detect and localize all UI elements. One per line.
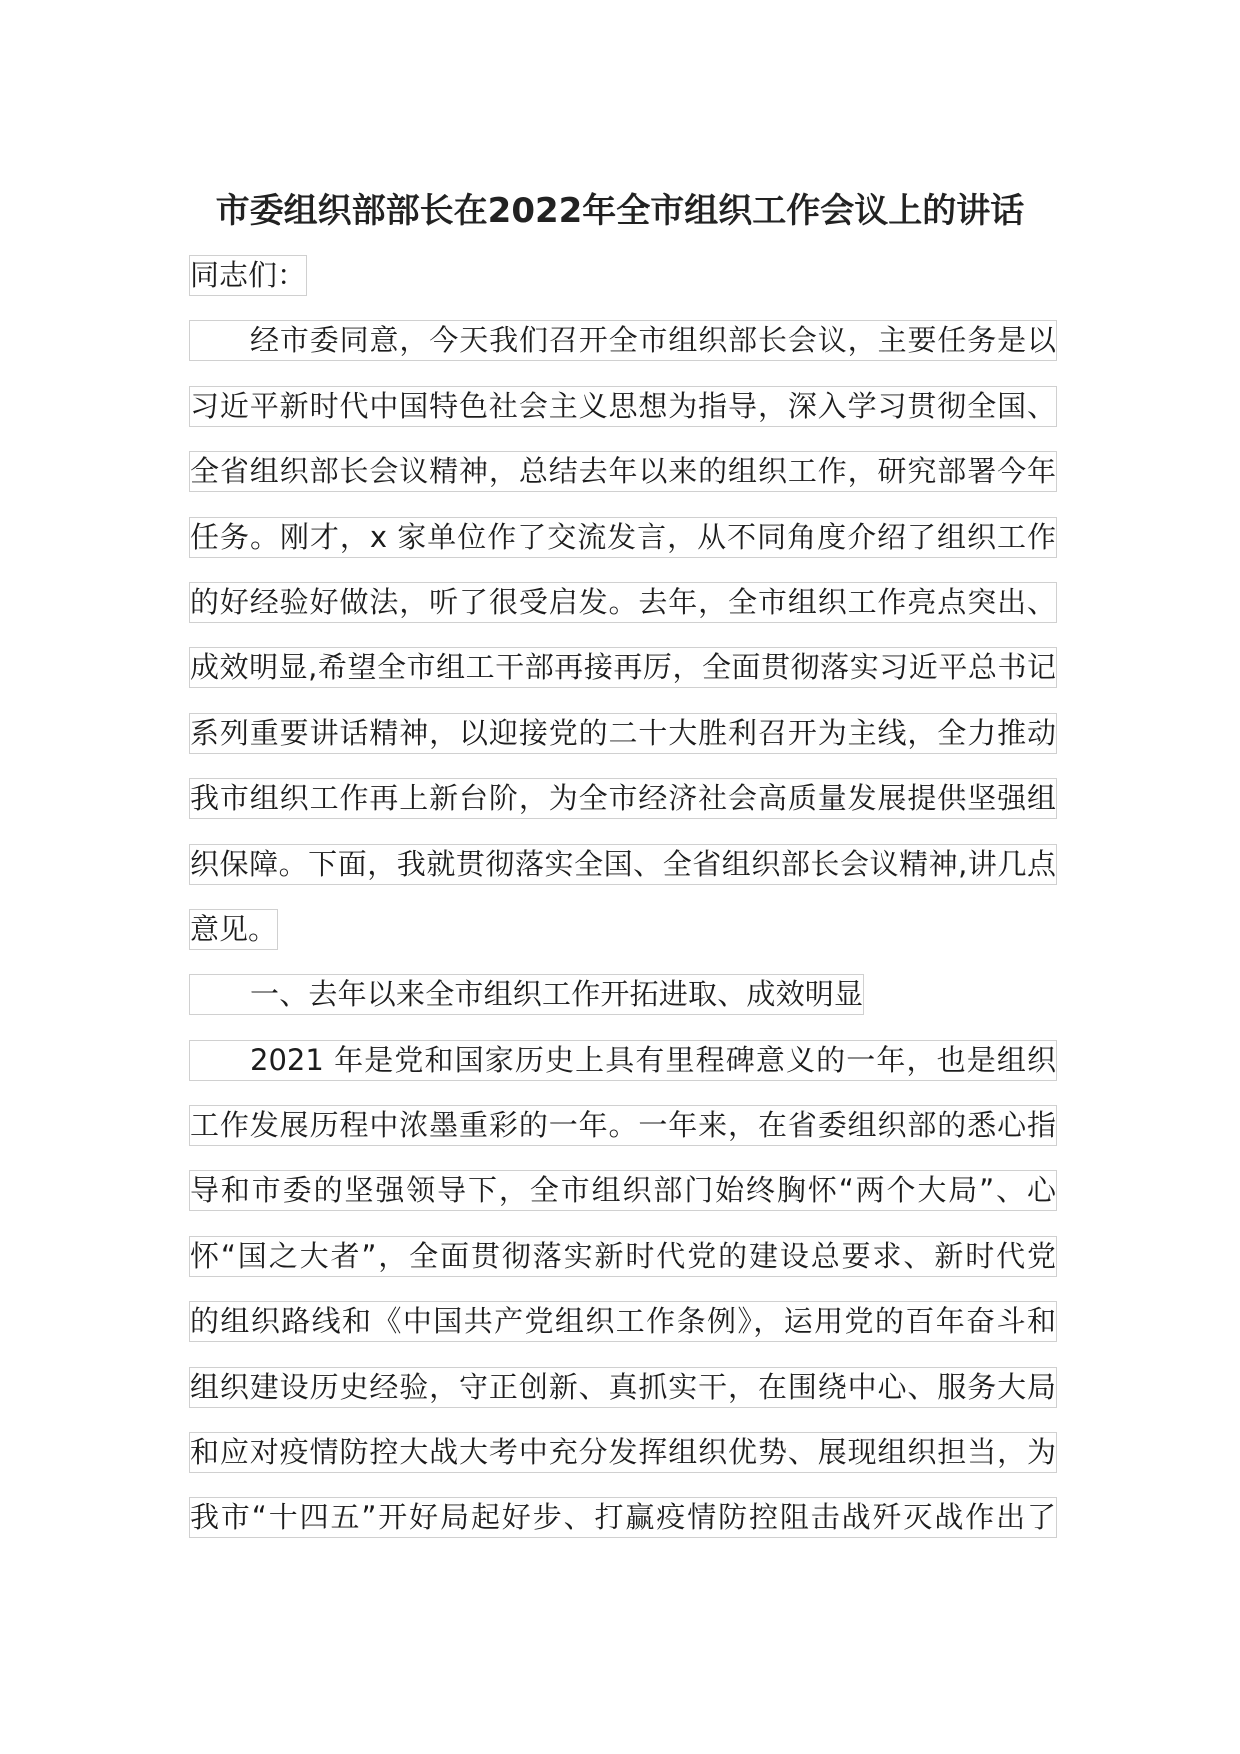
document-title: 市委组织部部长在2022年全市组织工作会议上的讲话 (215, 191, 1025, 231)
paragraph-line: 的组织路线和《中国共产党组织工作条例》，运用党的百年奋斗和 (189, 1301, 1057, 1342)
paragraph-line: 任务。刚才，x 家单位作了交流发言，从不同角度介绍了组织工作 (189, 517, 1057, 558)
paragraph-line: 系列重要讲话精神，以迎接党的二十大胜利召开为主线，全力推动 (189, 713, 1057, 754)
paragraph-line: 我市组织工作再上新台阶，为全市经济社会高质量发展提供坚强组 (189, 778, 1057, 819)
section-heading: 一、去年以来全市组织工作开拓进取、成效明显 (189, 974, 864, 1015)
paragraph-line: 导和市委的坚强领导下，全市组织部门始终胸怀“两个大局”、心 (189, 1170, 1057, 1211)
paragraph-line: 组织建设历史经验，守正创新、真抓实干，在围绕中心、服务大局 (189, 1367, 1057, 1408)
paragraph-line: 全省组织部长会议精神，总结去年以来的组织工作，研究部署今年 (189, 451, 1057, 492)
paragraph-line: 怀“国之大者”，全面贯彻落实新时代党的建设总要求、新时代党 (189, 1236, 1057, 1277)
paragraph-line: 的好经验好做法，听了很受启发。去年，全市组织工作亮点突出、 (189, 582, 1057, 623)
paragraph-line: 意见。 (189, 909, 278, 950)
paragraph-line: 成效明显,希望全市组工干部再接再厉，全面贯彻落实习近平总书记 (189, 647, 1057, 688)
paragraph-line: 习近平新时代中国特色社会主义思想为指导，深入学习贯彻全国、 (189, 386, 1057, 427)
document-body (189, 255, 1057, 1563)
paragraph-line: 2021 年是党和国家历史上具有里程碑意义的一年，也是组织 (189, 1040, 1057, 1081)
paragraph-line: 我市“十四五”开好局起好步、打赢疫情防控阻击战歼灭战作出了 (189, 1497, 1057, 1538)
salutation: 同志们： (189, 255, 307, 296)
paragraph-line: 工作发展历程中浓墨重彩的一年。一年来，在省委组织部的悉心指 (189, 1105, 1057, 1146)
paragraph-line: 经市委同意，今天我们召开全市组织部长会议，主要任务是以 (189, 320, 1057, 361)
paragraph-line: 和应对疫情防控大战大考中充分发挥组织优势、展现组织担当，为 (189, 1432, 1057, 1473)
paragraph-line: 织保障。下面，我就贯彻落实全国、全省组织部长会议精神,讲几点 (189, 844, 1057, 885)
